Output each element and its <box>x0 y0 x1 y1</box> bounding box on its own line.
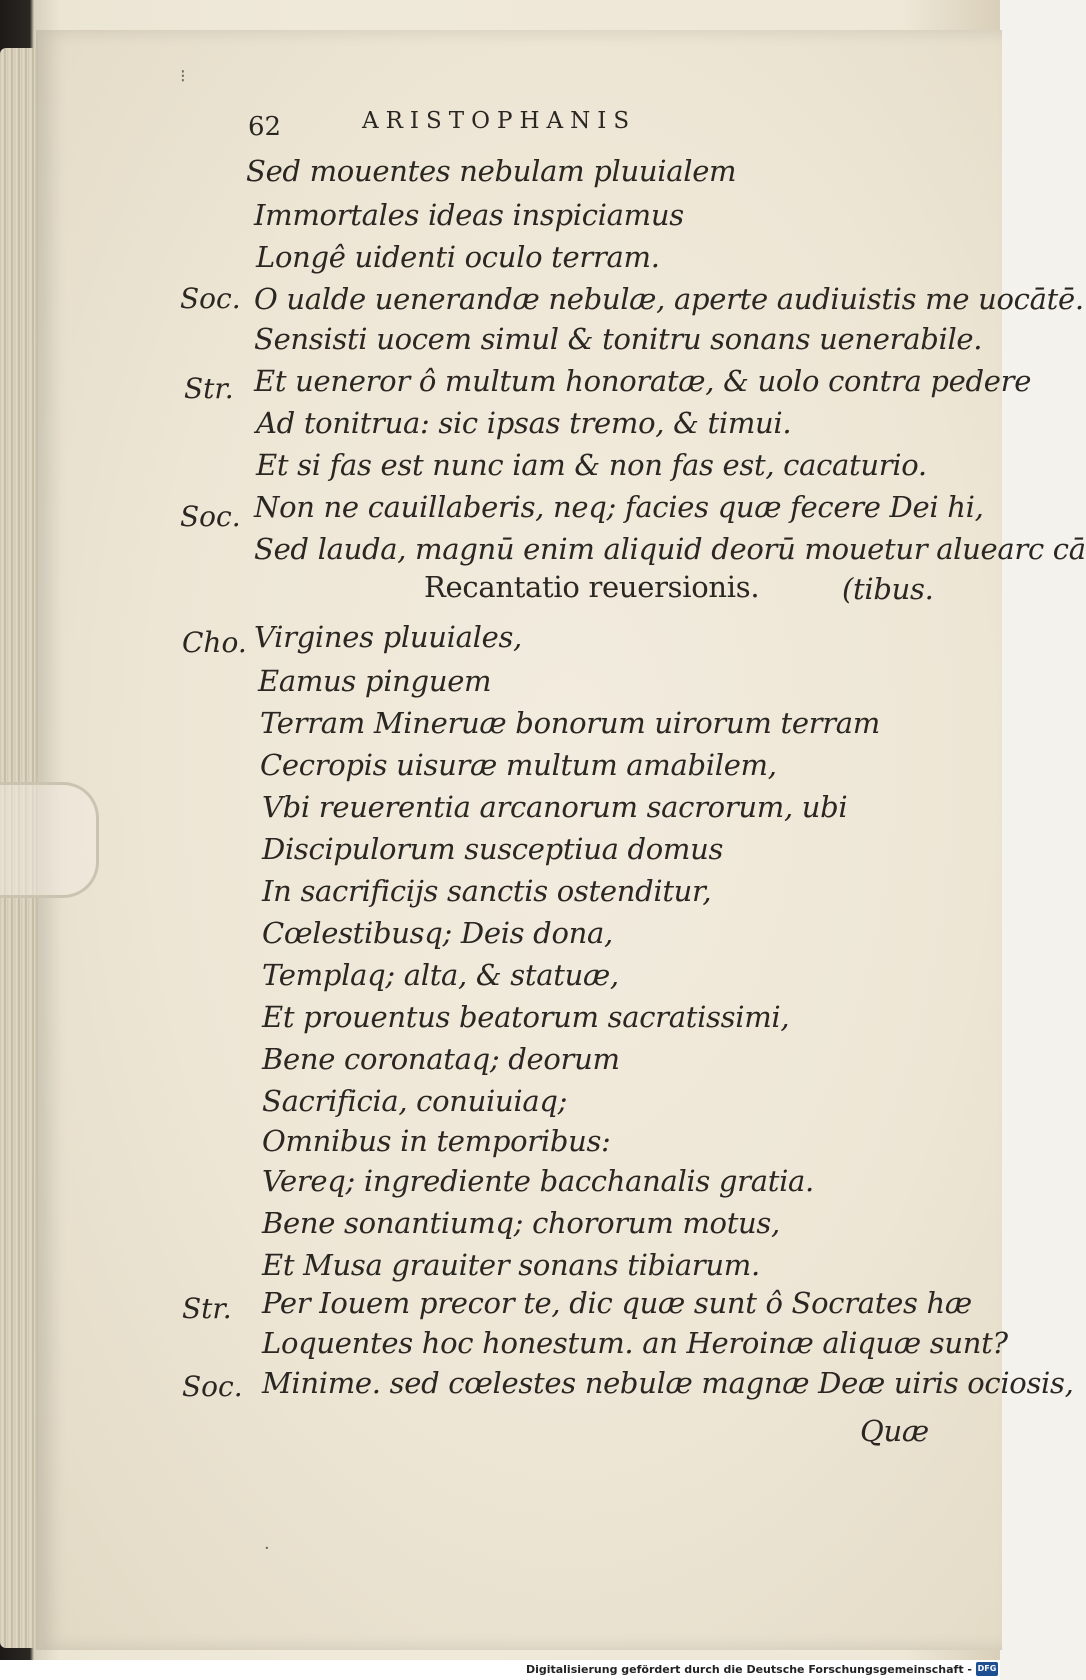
text-line: Virgines pluuiales, <box>254 620 522 654</box>
text-line: Vereq; ingrediente bacchanalis gratia. <box>262 1164 814 1198</box>
text-line: O ualde uenerandæ nebulæ, aperte audiuistis me uocātē. <box>254 282 1084 316</box>
text-line: Per Iouem precor te, dic quæ sunt ô Socrates hæ <box>262 1286 972 1320</box>
catchword: Quæ <box>860 1414 929 1448</box>
ink-mark: · <box>264 1538 270 1559</box>
speaker-label: Str. <box>182 1292 232 1325</box>
text-line: Bene coronataq; deorum <box>262 1042 620 1076</box>
text-line: Discipulorum susceptiua domus <box>262 832 724 866</box>
page-number: 62 <box>248 112 282 142</box>
text-line: Omnibus in temporibus: <box>262 1124 611 1158</box>
text-line: Bene sonantiumq; chororum motus, <box>262 1206 780 1240</box>
text-line: Et Musa grauiter sonans tibiarum. <box>262 1248 760 1282</box>
text-line: Sensisti uocem simul & tonitru sonans uenerabile. <box>254 322 983 356</box>
text-line: Et si fas est nunc iam & non fas est, cacaturio. <box>256 448 927 482</box>
text-line: (tibus. <box>842 572 934 606</box>
text-line: Cecropis uisuræ multum amabilem, <box>260 748 777 782</box>
text-line: Terram Mineruæ bonorum uirorum terram <box>260 706 880 740</box>
text-line: Vbi reuerentia arcanorum sacrorum, ubi <box>262 790 848 824</box>
text-line: Sed lauda, magnū enim aliquid deorū mouetur aluearc cā <box>254 532 1086 566</box>
text-line: Cœlestibusq; Deis dona, <box>262 916 613 950</box>
text-line: Eamus pinguem <box>258 664 492 698</box>
section-heading: Recantatio reuersionis. <box>424 570 760 604</box>
text-line: Immortales ideas inspiciamus <box>254 198 684 232</box>
text-line: Ad tonitrua: sic ipsas tremo, & timui. <box>256 406 792 440</box>
text-line: Et prouentus beatorum sacratissimi, <box>262 1000 790 1034</box>
speaker-label: Soc. <box>180 282 241 315</box>
dfg-logo-icon: DFG <box>976 1662 998 1676</box>
text-line: Templaq; alta, & statuæ, <box>262 958 619 992</box>
ink-mark: ⁝ <box>180 66 186 87</box>
digitization-footer <box>0 1660 1000 1680</box>
text-line: Loquentes hoc honestum. an Heroinæ aliquæ sunt? <box>262 1326 1008 1360</box>
speaker-label: Cho. <box>182 626 247 659</box>
text-line: Sed mouentes nebulam pluuialem <box>246 154 737 188</box>
page-tab-marker <box>0 782 99 898</box>
speaker-label: Soc. <box>180 500 241 533</box>
text-line: Et ueneror ô multum honoratæ, & uolo contra pedere <box>254 364 1032 398</box>
text-line: In sacrificijs sanctis ostenditur, <box>262 874 712 908</box>
text-line: Minime. sed cœlestes nebulæ magnæ Deæ uiris ociosis, <box>262 1366 1074 1400</box>
speaker-label: Str. <box>184 372 234 405</box>
text-line: Longê uidenti oculo terram. <box>256 240 660 274</box>
speaker-label: Soc. <box>182 1370 243 1403</box>
text-line: Sacrificia, conuiuiaq; <box>262 1084 568 1118</box>
footer-credit: Digitalisierung gefördert durch die Deutsche Forschungsgemeinschaft - <box>525 1663 972 1676</box>
text-line: Non ne cauillaberis, neq; facies quæ fecere Dei hi, <box>254 490 984 524</box>
running-title: ARISTOPHANIS <box>362 108 637 134</box>
